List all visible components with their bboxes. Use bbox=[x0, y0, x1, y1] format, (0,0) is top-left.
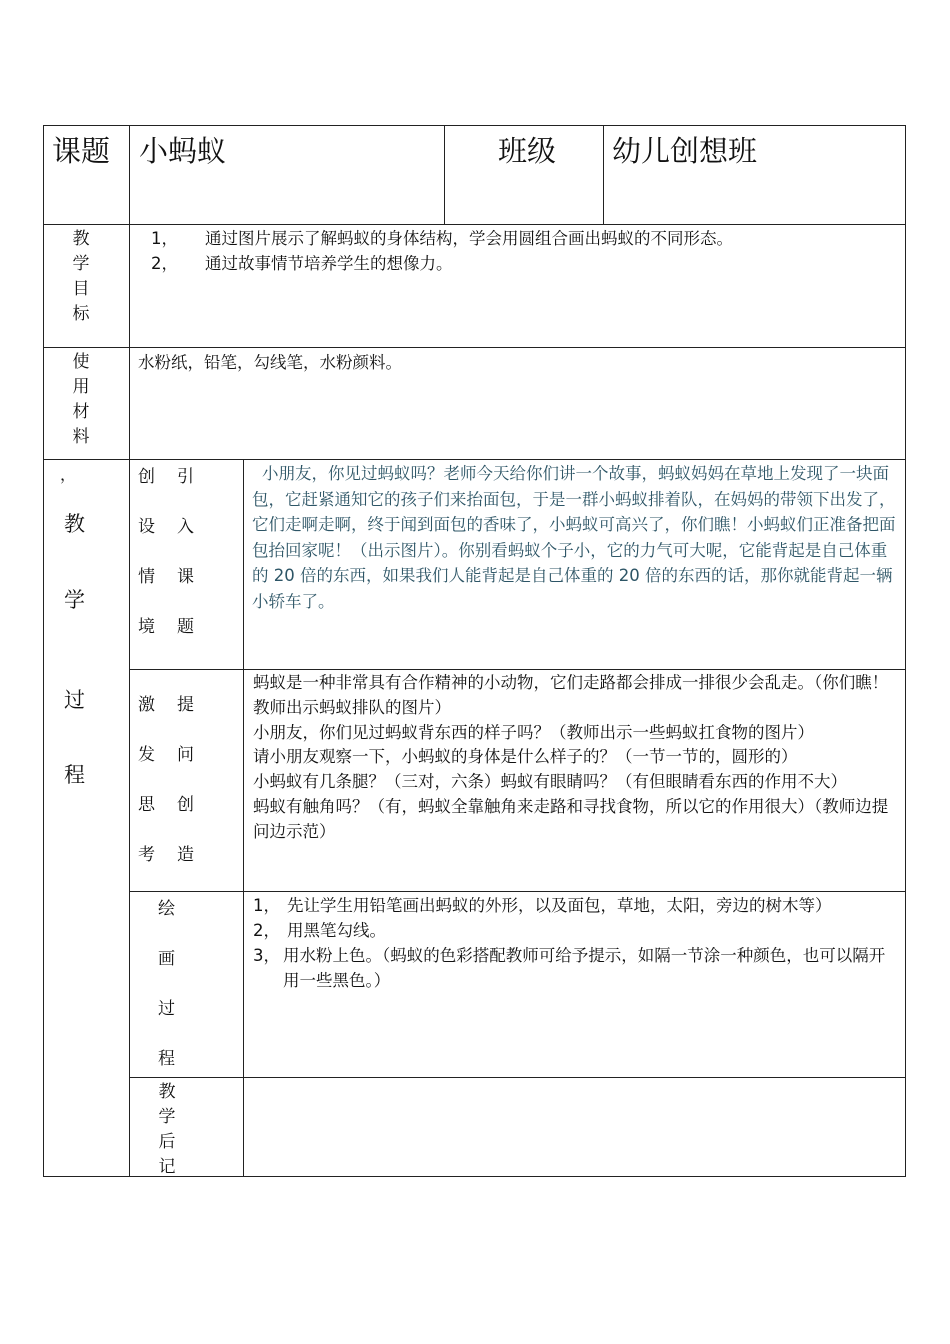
row-divider bbox=[129, 669, 906, 670]
process-label-char: 教 bbox=[64, 512, 85, 536]
s2-col1-char: 考 bbox=[138, 845, 155, 865]
materials-text: 水粉纸，铅笔，勾线笔，水粉颜料。 bbox=[138, 353, 402, 372]
s3-col-char: 过 bbox=[158, 999, 175, 1019]
s1-col1-char: 情 bbox=[138, 567, 155, 587]
draw-step-2-text: 用黑笔勾线。 bbox=[287, 921, 386, 940]
row-divider bbox=[129, 891, 906, 892]
s3-col-char: 画 bbox=[158, 949, 175, 969]
table-border-left bbox=[43, 125, 44, 1177]
s2-col2-char: 问 bbox=[177, 745, 194, 765]
s2-col2-char: 造 bbox=[177, 845, 194, 865]
table-border-right bbox=[905, 125, 906, 1177]
table-border-top bbox=[43, 125, 906, 126]
draw-step-1-text: 先让学生用铅笔画出蚂蚁的外形，以及面包，草地，太阳，旁边的树木等） bbox=[287, 896, 832, 915]
row-divider bbox=[43, 224, 906, 225]
class-value: 幼儿创想班 bbox=[612, 134, 758, 168]
process-label-char: 学 bbox=[64, 588, 85, 612]
row-divider bbox=[43, 459, 906, 460]
question-line: 小朋友，你们见过蚂蚁背东西的样子吗？（教师出示一些蚂蚁扛食物的图片） bbox=[253, 722, 814, 742]
s3-col-char: 程 bbox=[158, 1049, 175, 1069]
class-label: 班级 bbox=[498, 134, 557, 168]
s1-col2-char: 题 bbox=[177, 617, 194, 637]
draw-step-3-text: 用水粉上色。（蚂蚁的色彩搭配教师可给予提示，如隔一节涂一种颜色，也可以隔开用一些黑色。） bbox=[283, 946, 886, 990]
goal-item-1-text: 通过图片展示了解蚂蚁的身体结构，学会用圆组合画出蚂蚁的不同形态。 bbox=[205, 229, 733, 248]
goal-item-2-num: 2， bbox=[151, 254, 178, 273]
draw-step-2-num: 2， bbox=[253, 921, 280, 940]
column-divider bbox=[129, 125, 130, 1177]
s1-col2-char: 入 bbox=[177, 517, 194, 537]
goal-item-2-text: 通过故事情节培养学生的想像力。 bbox=[205, 254, 453, 273]
column-divider bbox=[603, 125, 604, 225]
goal-item-1-num: 1， bbox=[151, 229, 178, 248]
s3-col-char: 绘 bbox=[158, 899, 175, 919]
draw-step-3-num: 3， bbox=[253, 946, 280, 965]
s1-col2-char: 课 bbox=[177, 567, 194, 587]
topic-value: 小蚂蚁 bbox=[139, 134, 227, 168]
goals-label: 教学目标 bbox=[72, 229, 90, 324]
materials-label: 使用材料 bbox=[72, 352, 90, 447]
question-line: 蚂蚁是一种非常具有合作精神的小动物，它们走路都会排成一排很少会乱走。（你们瞧！教师出示蚂蚁排队的图片） bbox=[253, 673, 889, 717]
s2-col2-char: 创 bbox=[177, 795, 194, 815]
column-divider bbox=[444, 125, 445, 225]
s1-col1-char: 创 bbox=[138, 467, 155, 487]
process-mark: ， bbox=[60, 465, 77, 484]
s2-col1-char: 激 bbox=[138, 695, 155, 715]
s1-col2-char: 引 bbox=[177, 467, 194, 487]
question-line: 蚂蚁有触角吗？（有，蚂蚁全靠触角来走路和寻找食物，所以它的作用很大）（教师边提问边示范） bbox=[253, 796, 889, 841]
s2-col2-char: 提 bbox=[177, 695, 194, 715]
story-text: 小朋友，你见过蚂蚁吗？老师今天给你们讲一个故事，蚂蚁妈妈在草地上发现了一块面包，它赶紧通知它的孩子们来抬面包，于是一群小蚂蚁排着队，在妈妈的带领下出发了，它们走啊走啊，终于闻到面包的香味了，小蚂蚁可高兴了，你们瞧！小蚂蚁们正准备把面包抬回家呢！（出示图片）。你别看蚂蚁个子小，它的力气可大呢，它能背起是自己体重的 20 倍的东西，如果我们人能背起是自己体重的 20 倍的东西的话，那你就能背起一辆小轿车了。 bbox=[252, 464, 896, 611]
s2-col1-char: 发 bbox=[138, 745, 155, 765]
question-line: 小蚂蚁有几条腿？（三对，六条）蚂蚁有眼睛吗？（有但眼睛看东西的作用不大） bbox=[253, 772, 847, 792]
reflection-label: 教学后记 bbox=[158, 1082, 176, 1177]
row-divider bbox=[129, 1077, 906, 1078]
s1-col1-char: 境 bbox=[138, 617, 155, 637]
process-label-char: 过 bbox=[64, 688, 85, 712]
s1-col1-char: 设 bbox=[138, 517, 155, 537]
row-divider bbox=[43, 347, 906, 348]
questions-block bbox=[253, 671, 903, 845]
draw-step-1-num: 1， bbox=[253, 896, 280, 915]
process-label-char: 程 bbox=[64, 763, 85, 787]
topic-label: 课题 bbox=[52, 134, 111, 168]
column-divider bbox=[243, 459, 244, 1177]
question-line: 请小朋友观察一下，小蚂蚁的身体是什么样子的？（一节一节的，圆形的） bbox=[253, 747, 798, 767]
s2-col1-char: 思 bbox=[138, 795, 155, 815]
